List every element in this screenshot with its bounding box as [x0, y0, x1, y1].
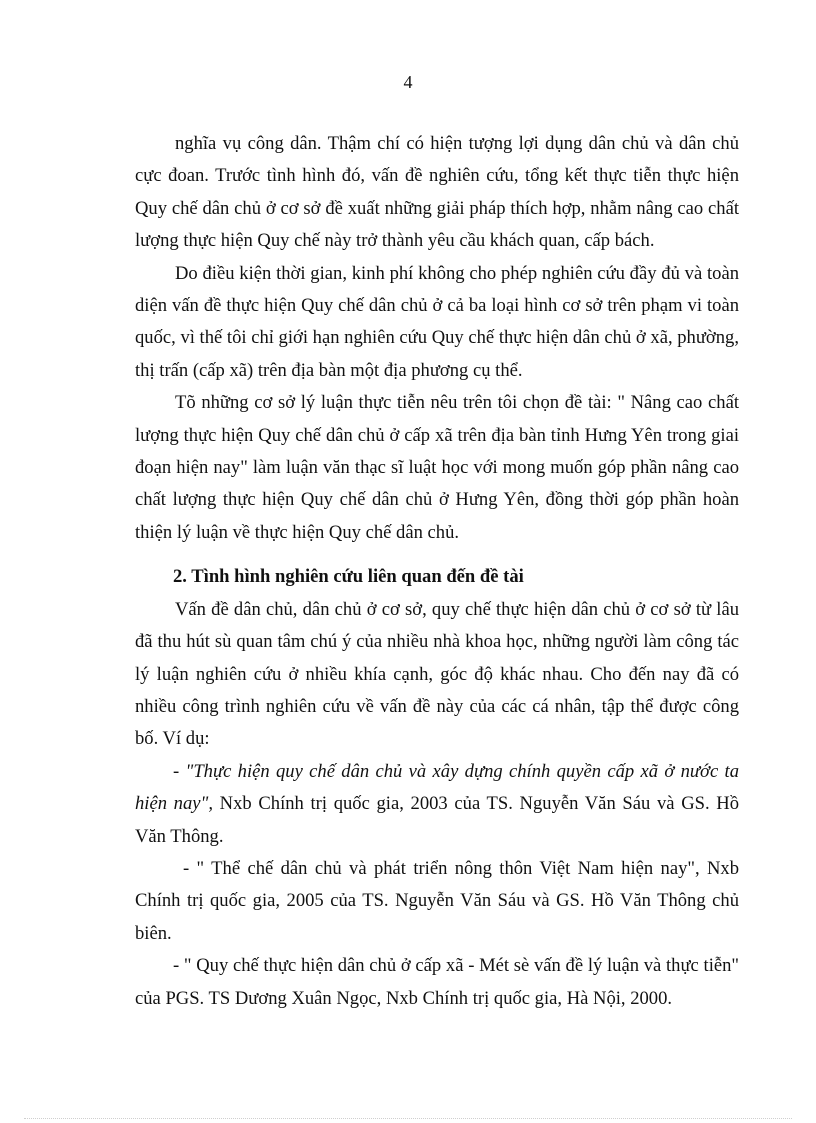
paragraph-4: Vấn đề dân chủ, dân chủ ở cơ sở, quy chế thực hiện dân chủ ở cơ sở từ lâu đã thu hút sù quan tâm chú ý của nhiều nhà khoa học, những người làm công tác lý luận nghiên cứu ở nhiều khía cạnh, góc độ khác nhau. Cho đến nay đã có nhiều công trình nghiên cứu về vấn đề này của các cá nhân, tập thể được công bố. Ví dụ: — [135, 598, 739, 750]
reference-item-1 — [135, 756, 739, 853]
reference-1-title: "Thực hiện quy chế dân chủ và xây dựng chính quyền cấp xã ở nước ta hiện nay", — [135, 760, 740, 815]
reference-item-3: - " Quy chế thực hiện dân chủ ở cấp xã - Mét sè vấn đề lý luận và thực tiễn" của PGS. TS Dương Xuân Ngọc, Nxb Chính trị quốc gia, Hà Nội, 2000. — [135, 955, 739, 1009]
paragraph-1: nghĩa vụ công dân. Thậm chí có hiện tượng lợi dụng dân chủ và dân chủ cực đoan. Trước tình hình đó, vấn đề nghiên cứu, tổng kết thực tiễn thực hiện Quy chế dân chủ ở cơ sở đề xuất những giải pháp thích hợp, nhằm nâng cao chất lượng thực hiện Quy chế này trở thành yêu cầu khách quan, cấp bách. — [135, 133, 739, 252]
reference-item-2: - " Thể chế dân chủ và phát triển nông thôn Việt Nam hiện nay", Nxb Chính trị quốc gia, 2005 của TS. Nguyễn Văn Sáu và GS. Hồ Văn Thông chủ biên. — [135, 857, 739, 944]
section-heading: 2. Tình hình nghiên cứu liên quan đến đề tài — [173, 566, 524, 588]
page-bottom-divider — [24, 1118, 792, 1119]
reference-1-dash: - — [173, 760, 186, 782]
reference-1-details: Nxb Chính trị quốc gia, 2003 của TS. Nguyễn Văn Sáu và GS. Hồ Văn Thông. — [135, 793, 740, 847]
page-number: 4 — [403, 72, 413, 92]
document-body — [135, 128, 739, 1015]
paragraph-2: Do điều kiện thời gian, kinh phí không cho phép nghiên cứu đầy đủ và toàn diện vấn đề thực hiện Quy chế dân chủ ở cả ba loại hình cơ sở trên phạm vi toàn quốc, vì thế tôi chỉ giới hạn nghiên cứu Quy chế thực hiện dân chủ ở xã, phường, thị trấn (cấp xã) trên địa bàn một địa phương cụ thể. — [135, 262, 739, 381]
paragraph-3: Tõ những cơ sở lý luận thực tiễn nêu trên tôi chọn đề tài: " Nâng cao chất lượng thực hiện Quy chế dân chủ ở cấp xã trên địa bàn tỉnh Hưng Yên trong giai đoạn hiện nay" làm luận văn thạc sĩ luật học với mong muốn góp phần nâng cao chất lượng thực hiện Quy chế dân chủ ở Hưng Yên, đồng thời góp phần hoàn thiện lý luận về thực hiện Quy chế dân chủ. — [135, 392, 739, 543]
